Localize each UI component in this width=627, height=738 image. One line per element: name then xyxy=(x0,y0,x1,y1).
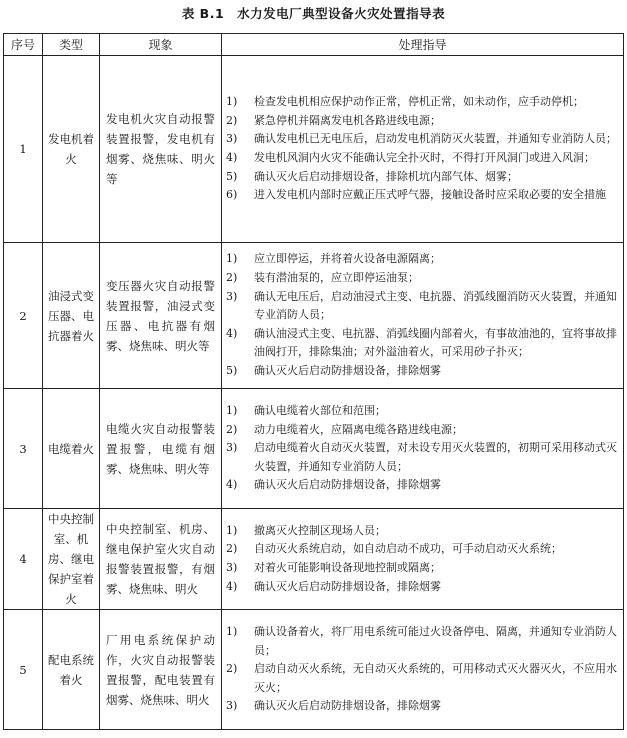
row-type: 中央控制室、机房、继电保护室着火 xyxy=(43,509,100,610)
guidance-list xyxy=(226,402,617,495)
step-text: 应立即停运，并将着火设备电源隔离； xyxy=(254,252,441,266)
guidance-step xyxy=(226,402,617,421)
step-text: 撤离灭火控制区现场人员； xyxy=(254,523,386,537)
step-text: 检查发电机相应保护动作正常，停机正常，如未动作，应手动停机； xyxy=(254,95,584,109)
step-text: 自动灭火系统启动，如自动启动不成功，可手动启动灭火系统； xyxy=(254,542,562,556)
header-type: 类型 xyxy=(43,34,100,56)
step-text: 紧急停机并隔离发电机各路进线电源； xyxy=(254,113,441,127)
step-number: 1) xyxy=(226,523,238,537)
guidance-step xyxy=(226,559,617,578)
guidance-step xyxy=(226,522,617,541)
step-number: 2) xyxy=(226,422,238,436)
table-row xyxy=(4,243,624,389)
step-number: 4) xyxy=(226,326,238,340)
guidance-step xyxy=(226,421,617,440)
table-row xyxy=(4,509,624,610)
guidance-list xyxy=(226,522,617,596)
row-guidance xyxy=(222,56,624,243)
step-text: 确认油浸式主变、电抗器、消弧线圈内部着火，有事故油池的，宜将事故排油阀打开，排除集油；对外溢油着火，可采用砂子扑灭； xyxy=(254,326,617,359)
guidance-list xyxy=(226,250,617,380)
step-text: 确认灭火后启动防排烟设备，排除烟雾 xyxy=(254,363,441,377)
step-number: 2) xyxy=(226,542,238,556)
step-text: 对着火可能影响设备现地控制或隔离； xyxy=(254,561,441,574)
row-number: 5 xyxy=(4,610,43,730)
step-number: 3) xyxy=(226,289,238,303)
table-header-row xyxy=(4,34,624,56)
guidance-step xyxy=(226,149,617,168)
step-number: 3) xyxy=(226,441,238,455)
row-phenomenon: 发电机火灾自动报警装置报警，发电机有烟雾、烧焦味、明火等 xyxy=(100,56,222,243)
step-number: 2) xyxy=(226,662,238,676)
step-text: 确认灭火后启动防排烟设备，排除烟雾 xyxy=(254,699,441,713)
table-row xyxy=(4,389,624,509)
step-text: 确认发电机已无电压后，启动发电机消防灭火装置，并通知专业消防人员； xyxy=(254,132,617,146)
step-number: 4) xyxy=(226,579,238,593)
guidance-step xyxy=(226,93,617,112)
guidance-step xyxy=(226,269,617,288)
step-text: 动力电缆着火，应隔离电缆各路进线电源； xyxy=(254,422,463,436)
guidance-list xyxy=(226,623,617,716)
row-phenomenon: 变压器火灾自动报警装置报警，油浸式变压器、电抗器有烟雾、烧焦味、明火等 xyxy=(100,243,222,389)
row-phenomenon: 中央控制室、机房、继电保护室火灾自动报警装置报警，有烟雾、烧焦味、明火 xyxy=(100,509,222,610)
step-text: 确认设备着火，将厂用电系统可能过火设备停电、隔离，并通知专业消防人员； xyxy=(254,625,617,657)
guidance-step xyxy=(226,476,617,495)
row-number: 4 xyxy=(4,509,43,610)
guidance-step xyxy=(226,578,617,597)
step-number: 5) xyxy=(226,363,238,377)
step-text: 确认灭火后启动防排烟设备，排除烟雾 xyxy=(254,579,441,593)
row-guidance xyxy=(222,389,624,509)
step-text: 进入发电机内部时应戴正压式呼气器，接触设备时应采取必要的安全措施 xyxy=(254,188,606,202)
step-number: 3) xyxy=(226,561,238,574)
row-number: 1 xyxy=(4,56,43,243)
step-number: 1) xyxy=(226,95,238,109)
table-title: 表 B.1 水力发电厂典型设备火灾处置指导表 xyxy=(181,6,446,21)
step-text: 装有潜油泵的，应立即停运油泵； xyxy=(254,271,419,285)
step-text: 确认灭火后启动防排烟设备，排除烟雾 xyxy=(254,478,441,492)
table-row xyxy=(4,56,624,243)
step-number: 1) xyxy=(226,252,238,266)
step-text: 确认灭火后启动排烟设备，排除机坑内部气体、烟雾； xyxy=(254,169,518,183)
step-text: 确认电缆着火部位和范围； xyxy=(254,404,386,418)
guidance-step xyxy=(226,168,617,187)
guidance-step xyxy=(226,660,617,697)
header-phenomenon: 现象 xyxy=(100,34,222,56)
guidance-step xyxy=(226,362,617,381)
guidance-step xyxy=(226,288,617,325)
guidance-step xyxy=(226,186,617,205)
guidance-step xyxy=(226,623,617,660)
step-text: 启动自动灭火系统，无自动灭火系统的，可用移动式灭火器灭火，不应用水灭火； xyxy=(254,662,617,694)
row-number: 3 xyxy=(4,389,43,509)
row-phenomenon: 厂用电系统保护动作，火灾自动报警装置报警，配电装置有烟雾、烧焦味、明火 xyxy=(100,610,222,730)
step-number: 5) xyxy=(226,169,238,183)
step-number: 1) xyxy=(226,625,238,639)
step-text: 启动电缆着火自动灭火装置，对未设专用灭火装置的，初期可采用移动式灭火装置，并通知专业消防人员； xyxy=(254,441,617,473)
step-number: 3) xyxy=(226,132,238,146)
row-type: 发电机着火 xyxy=(43,56,100,243)
guidance-list xyxy=(226,93,617,205)
guidance-step xyxy=(226,697,617,716)
step-text: 确认无电压后，启动油浸式主变、电抗器、消弧线圈消防灭火装置，并通知专业消防人员； xyxy=(254,289,617,322)
step-number: 1) xyxy=(226,404,238,418)
guidance-step xyxy=(226,112,617,131)
guidance-step xyxy=(226,439,617,476)
row-type: 配电系统着火 xyxy=(43,610,100,730)
row-number: 2 xyxy=(4,243,43,389)
guidance-step xyxy=(226,540,617,559)
header-no: 序号 xyxy=(4,34,43,56)
row-guidance xyxy=(222,243,624,389)
step-number: 2) xyxy=(226,113,238,127)
step-text: 发电机风洞内火灾不能确认完全扑灭时，不得打开风洞门或进入风洞； xyxy=(254,151,595,164)
header-guidance: 处理指导 xyxy=(222,34,624,56)
step-number: 3) xyxy=(226,699,238,713)
step-number: 4) xyxy=(226,151,238,164)
row-type: 电缆着火 xyxy=(43,389,100,509)
guidance-step xyxy=(226,130,617,149)
row-phenomenon: 电缆火灾自动报警装置报警，电缆有烟雾、烧焦味、明火等 xyxy=(100,389,222,509)
step-number: 2) xyxy=(226,271,238,285)
step-number: 4) xyxy=(226,478,238,492)
row-guidance xyxy=(222,509,624,610)
guidance-step xyxy=(226,325,617,362)
step-number: 6) xyxy=(226,188,238,202)
guidance-step xyxy=(226,250,617,269)
table-row xyxy=(4,610,624,730)
fire-guidance-table xyxy=(3,33,624,730)
row-guidance xyxy=(222,610,624,730)
row-type: 油浸式变压器、电抗器着火 xyxy=(43,243,100,389)
